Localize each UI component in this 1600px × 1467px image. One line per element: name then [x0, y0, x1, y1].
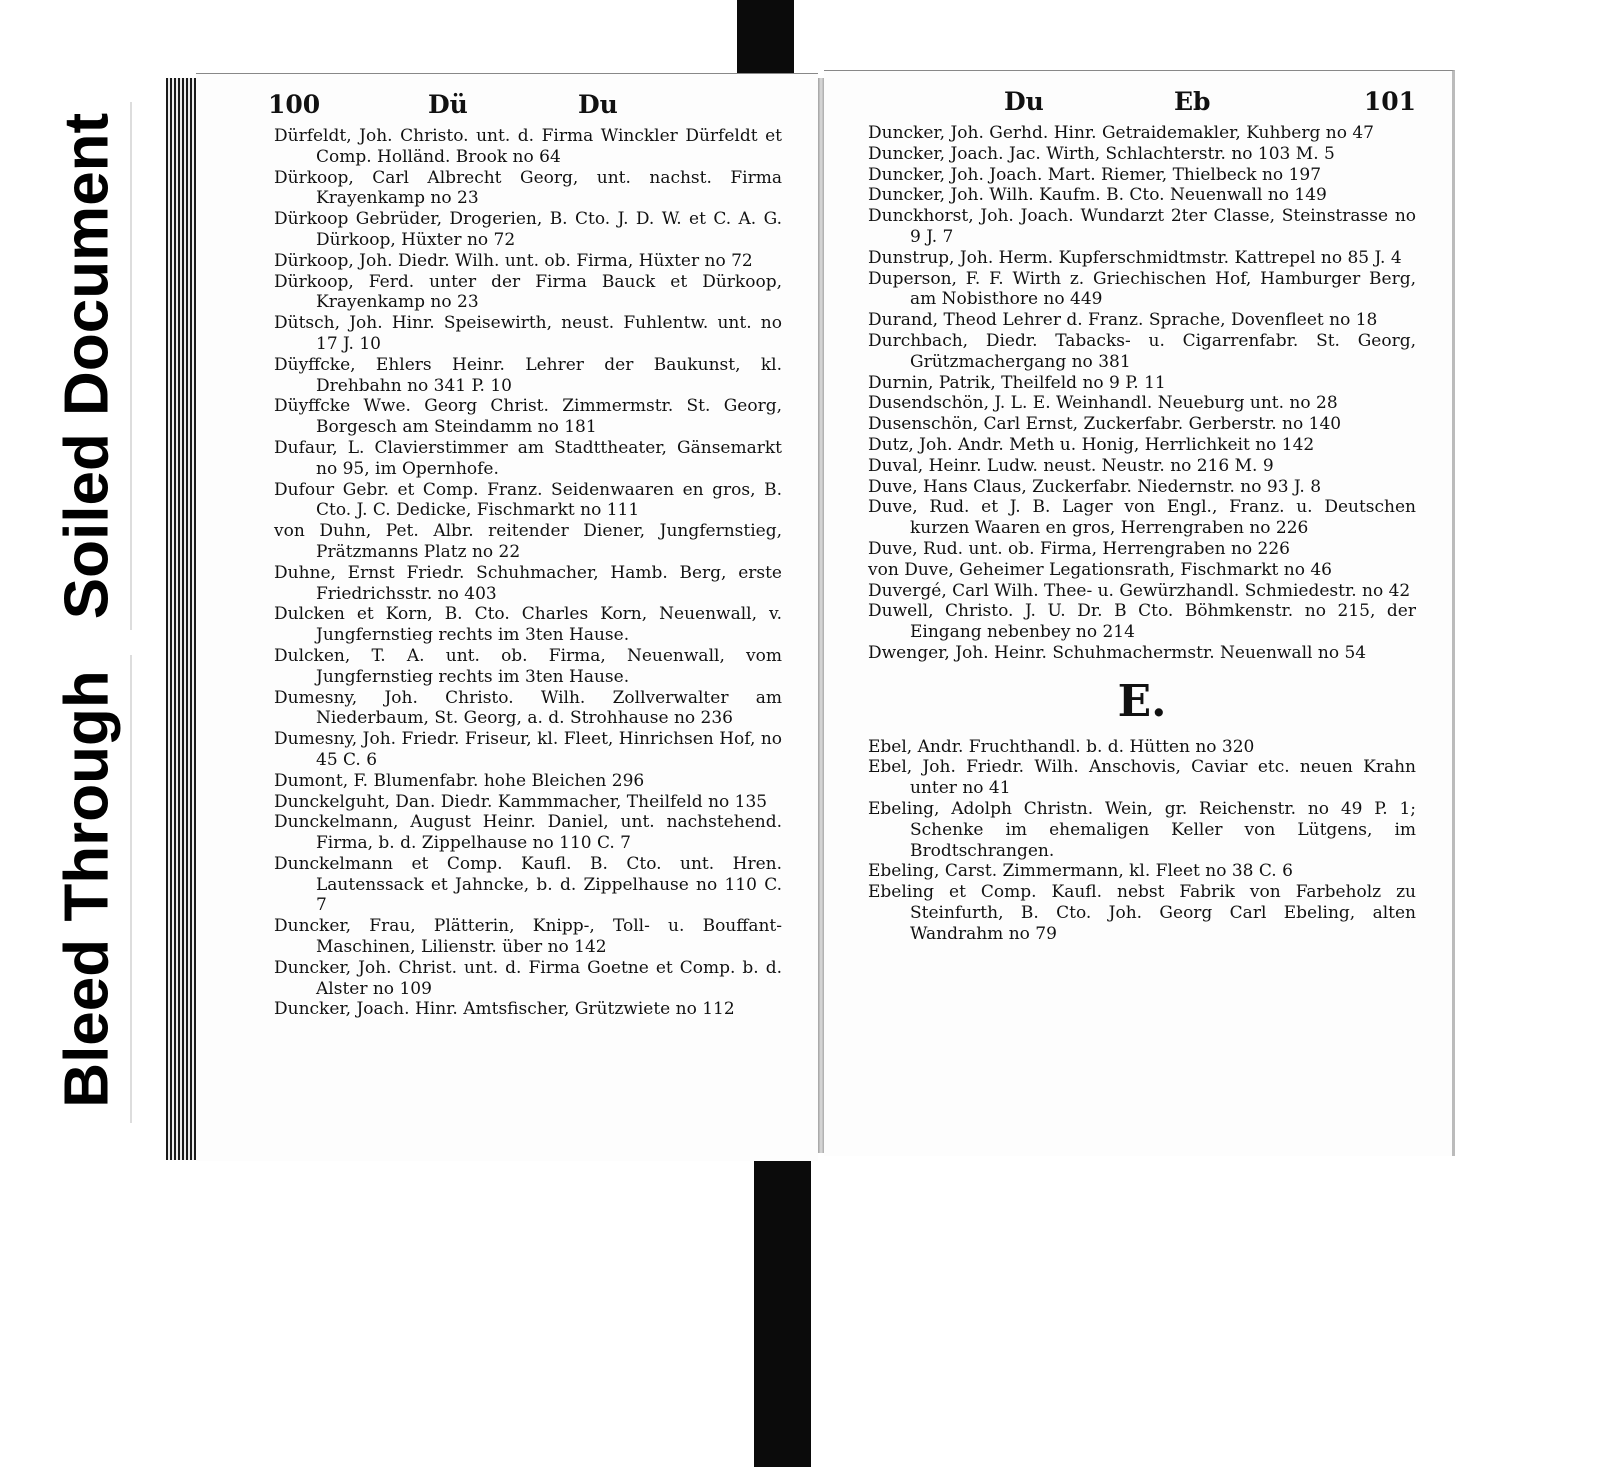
directory-entry: Ebeling et Comp. Kaufl. nebst Fabrik von Farbeholz zu Steinfurth, B. Cto. Joh. Georg Carl Ebeling, alten Wandrahm no 79	[868, 882, 1416, 944]
directory-entry: Duve, Hans Claus, Zuckerfabr. Niedernstr. no 93 J. 8	[868, 476, 1322, 497]
directory-entry: Duperson, F. F. Wirth z. Griechischen Hof, Hamburger Berg, am Nobisthore no 449	[868, 268, 1416, 310]
directory-entry: Dwenger, Joh. Heinr. Schuhmachermstr. Neuenwall no 54	[868, 642, 1367, 663]
directory-entry: von Duve, Geheimer Legationsrath, Fischmarkt no 46	[868, 559, 1332, 580]
directory-entry: Dumesny, Joh. Christo. Wilh. Zollverwalter am Niederbaum, St. Georg, a. d. Strohhause no 236	[274, 687, 782, 729]
directory-entry: Dumesny, Joh. Friedr. Friseur, kl. Fleet, Hinrichsen Hof, no 45 C. 6	[274, 729, 782, 770]
directory-entry: Duncker, Joach. Jac. Wirth, Schlachterstr. no 103 M. 5	[868, 143, 1335, 164]
directory-entry: Ebel, Joh. Friedr. Wilh. Anschovis, Caviar etc. neuen Krahn unter no 41	[868, 757, 1416, 799]
directory-entry: Dürfeldt, Joh. Christo. unt. d. Firma Winckler Dürfeldt et Comp. Holländ. Brook no 64	[274, 126, 782, 167]
right-entry-list	[868, 123, 1416, 944]
binding-strip-bottom	[754, 1150, 811, 1467]
right-header-key-2: Eb	[1174, 87, 1211, 116]
section-letter-e: E.	[1117, 675, 1167, 727]
right-page-number: 101	[1363, 87, 1416, 116]
left-page	[196, 73, 818, 1161]
right-page-header	[824, 87, 1452, 123]
directory-entry: Dutz, Joh. Andr. Meth u. Honig, Herrlichkeit no 142	[868, 434, 1315, 455]
directory-entry: Duncker, Joach. Hinr. Amtsfischer, Grützwiete no 112	[274, 999, 735, 1020]
directory-entry: Duncker, Joh. Joach. Mart. Riemer, Thielbeck no 197	[868, 164, 1322, 185]
directory-entry: Dunckhorst, Joh. Joach. Wundarzt 2ter Classe, Steinstrasse no 9 J. 7	[868, 206, 1416, 247]
directory-entry: Dusendschön, J. L. E. Weinhandl. Neueburg unt. no 28	[868, 393, 1338, 414]
left-page-header	[196, 90, 818, 126]
left-header-key-1: Dü	[428, 90, 468, 119]
left-page-number: 100	[268, 90, 321, 119]
directory-entry: Duhne, Ernst Friedr. Schuhmacher, Hamb. Berg, erste Friedrichsstr. no 403	[274, 562, 782, 604]
label-soiled-document	[44, 102, 132, 630]
book-page-edges	[166, 78, 196, 1160]
directory-entry: Dunckelmann, August Heinr. Daniel, unt. nachstehend. Firma, b. d. Zippelhause no 110 C. 7	[274, 812, 782, 854]
directory-entry: Dunstrup, Joh. Herm. Kupferschmidtmstr. Kattrepel no 85 J. 4	[868, 247, 1402, 268]
right-header-key-1: Du	[1004, 87, 1044, 116]
directory-entry: Duve, Rud. et J. B. Lager von Engl., Franz. u. Deutschen kurzen Waaren en gros, Herrengraben no 226	[868, 497, 1416, 539]
directory-entry: Dütsch, Joh. Hinr. Speisewirth, neust. Fuhlentw. unt. no 17 J. 10	[274, 313, 782, 354]
directory-entry: Dulcken, T. A. unt. ob. Firma, Neuenwall, vom Jungfernstieg rechts im 3ten Hause.	[274, 645, 782, 687]
directory-entry: Duvergé, Carl Wilh. Thee- u. Gewürzhandl. Schmiedestr. no 42	[868, 580, 1411, 601]
left-header-key-2: Du	[578, 90, 618, 119]
directory-entry: Düyffcke, Ehlers Heinr. Lehrer der Baukunst, kl. Drehbahn no 341 P. 10	[274, 354, 782, 396]
directory-entry: Durand, Theod Lehrer d. Franz. Sprache, Dovenfleet no 18	[868, 310, 1378, 331]
directory-entry: Dusenschön, Carl Ernst, Zuckerfabr. Gerberstr. no 140	[868, 414, 1342, 435]
directory-entry: Durnin, Patrik, Theilfeld no 9 P. 11	[868, 372, 1166, 393]
directory-entry: Duve, Rud. unt. ob. Firma, Herrengraben no 226	[868, 538, 1290, 559]
directory-entry: Duval, Heinr. Ludw. neust. Neustr. no 216 M. 9	[868, 455, 1274, 476]
directory-entry: Dunckelmann et Comp. Kaufl. B. Cto. unt. Hren. Lautenssack et Jahncke, b. d. Zippelhause no 110 C. 7	[274, 853, 782, 916]
directory-entry: Düyffcke Wwe. Georg Christ. Zimmermstr. St. Georg, Borgesch am Steindamm no 181	[274, 396, 782, 438]
directory-entry: Dunckelguht, Dan. Diedr. Kammmacher, Theilfeld no 135	[274, 791, 768, 812]
right-page	[824, 70, 1455, 1156]
directory-entry: Duncker, Joh. Christ. unt. d. Firma Goetne et Comp. b. d. Alster no 109	[274, 957, 782, 999]
directory-entry: Dürkoop, Joh. Diedr. Wilh. unt. ob. Firma, Hüxter no 72	[274, 250, 753, 271]
directory-entry: Durchbach, Diedr. Tabacks- u. Cigarrenfabr. St. Georg, Grützmachergang no 381	[868, 330, 1416, 372]
binding-strip-top	[737, 0, 794, 80]
directory-entry: von Duhn, Pet. Albr. reitender Diener, Jungfernstieg, Prätzmanns Platz no 22	[274, 521, 782, 562]
directory-entry: Dufour Gebr. et Comp. Franz. Seidenwaaren en gros, B. Cto. J. C. Dedicke, Fischmarkt no 111	[274, 479, 782, 521]
directory-entry: Ebel, Andr. Fruchthandl. b. d. Hütten no 320	[868, 736, 1255, 757]
directory-entry: Dumont, F. Blumenfabr. hohe Bleichen 296	[274, 770, 645, 791]
directory-entry: Dürkoop, Ferd. unter der Firma Bauck et Dürkoop, Krayenkamp no 23	[274, 271, 782, 313]
directory-entry: Ebeling, Adolph Christn. Wein, gr. Reichenstr. no 49 P. 1; Schenke im ehemaligen Keller von Lütgens, im Brodtschrangen.	[868, 798, 1416, 861]
directory-entry: Dürkoop Gebrüder, Drogerien, B. Cto. J. D. W. et C. A. G. Dürkoop, Hüxter no 72	[274, 209, 782, 250]
directory-entry: Duncker, Frau, Plätterin, Knipp-, Toll- u. Bouffant-Maschinen, Lilienstr. über no 142	[274, 916, 782, 958]
left-entry-list	[274, 126, 782, 1020]
directory-entry: Duwell, Christo. J. U. Dr. B Cto. Böhmkenstr. no 215, der Eingang nebenbey no 214	[868, 601, 1416, 643]
directory-entry: Ebeling, Carst. Zimmermann, kl. Fleet no 38 C. 6	[868, 861, 1293, 882]
directory-entry: Dürkoop, Carl Albrecht Georg, unt. nachst. Firma Krayenkamp no 23	[274, 167, 782, 209]
directory-entry: Duncker, Joh. Gerhd. Hinr. Getraidemakler, Kuhberg no 47	[868, 123, 1374, 143]
label-bleed-through	[44, 655, 132, 1123]
directory-entry: Dulcken et Korn, B. Cto. Charles Korn, Neuenwall, v. Jungfernstieg rechts im 3ten Hause.	[274, 604, 782, 646]
label-bleed-text: Bleed Through	[52, 670, 122, 1108]
directory-entry: Duncker, Joh. Wilh. Kaufm. B. Cto. Neuenwall no 149	[868, 185, 1327, 206]
directory-entry: Dufaur, L. Clavierstimmer am Stadttheater, Gänsemarkt no 95, im Opernhofe.	[274, 437, 782, 479]
label-soiled-text: Soiled Document	[52, 112, 122, 620]
